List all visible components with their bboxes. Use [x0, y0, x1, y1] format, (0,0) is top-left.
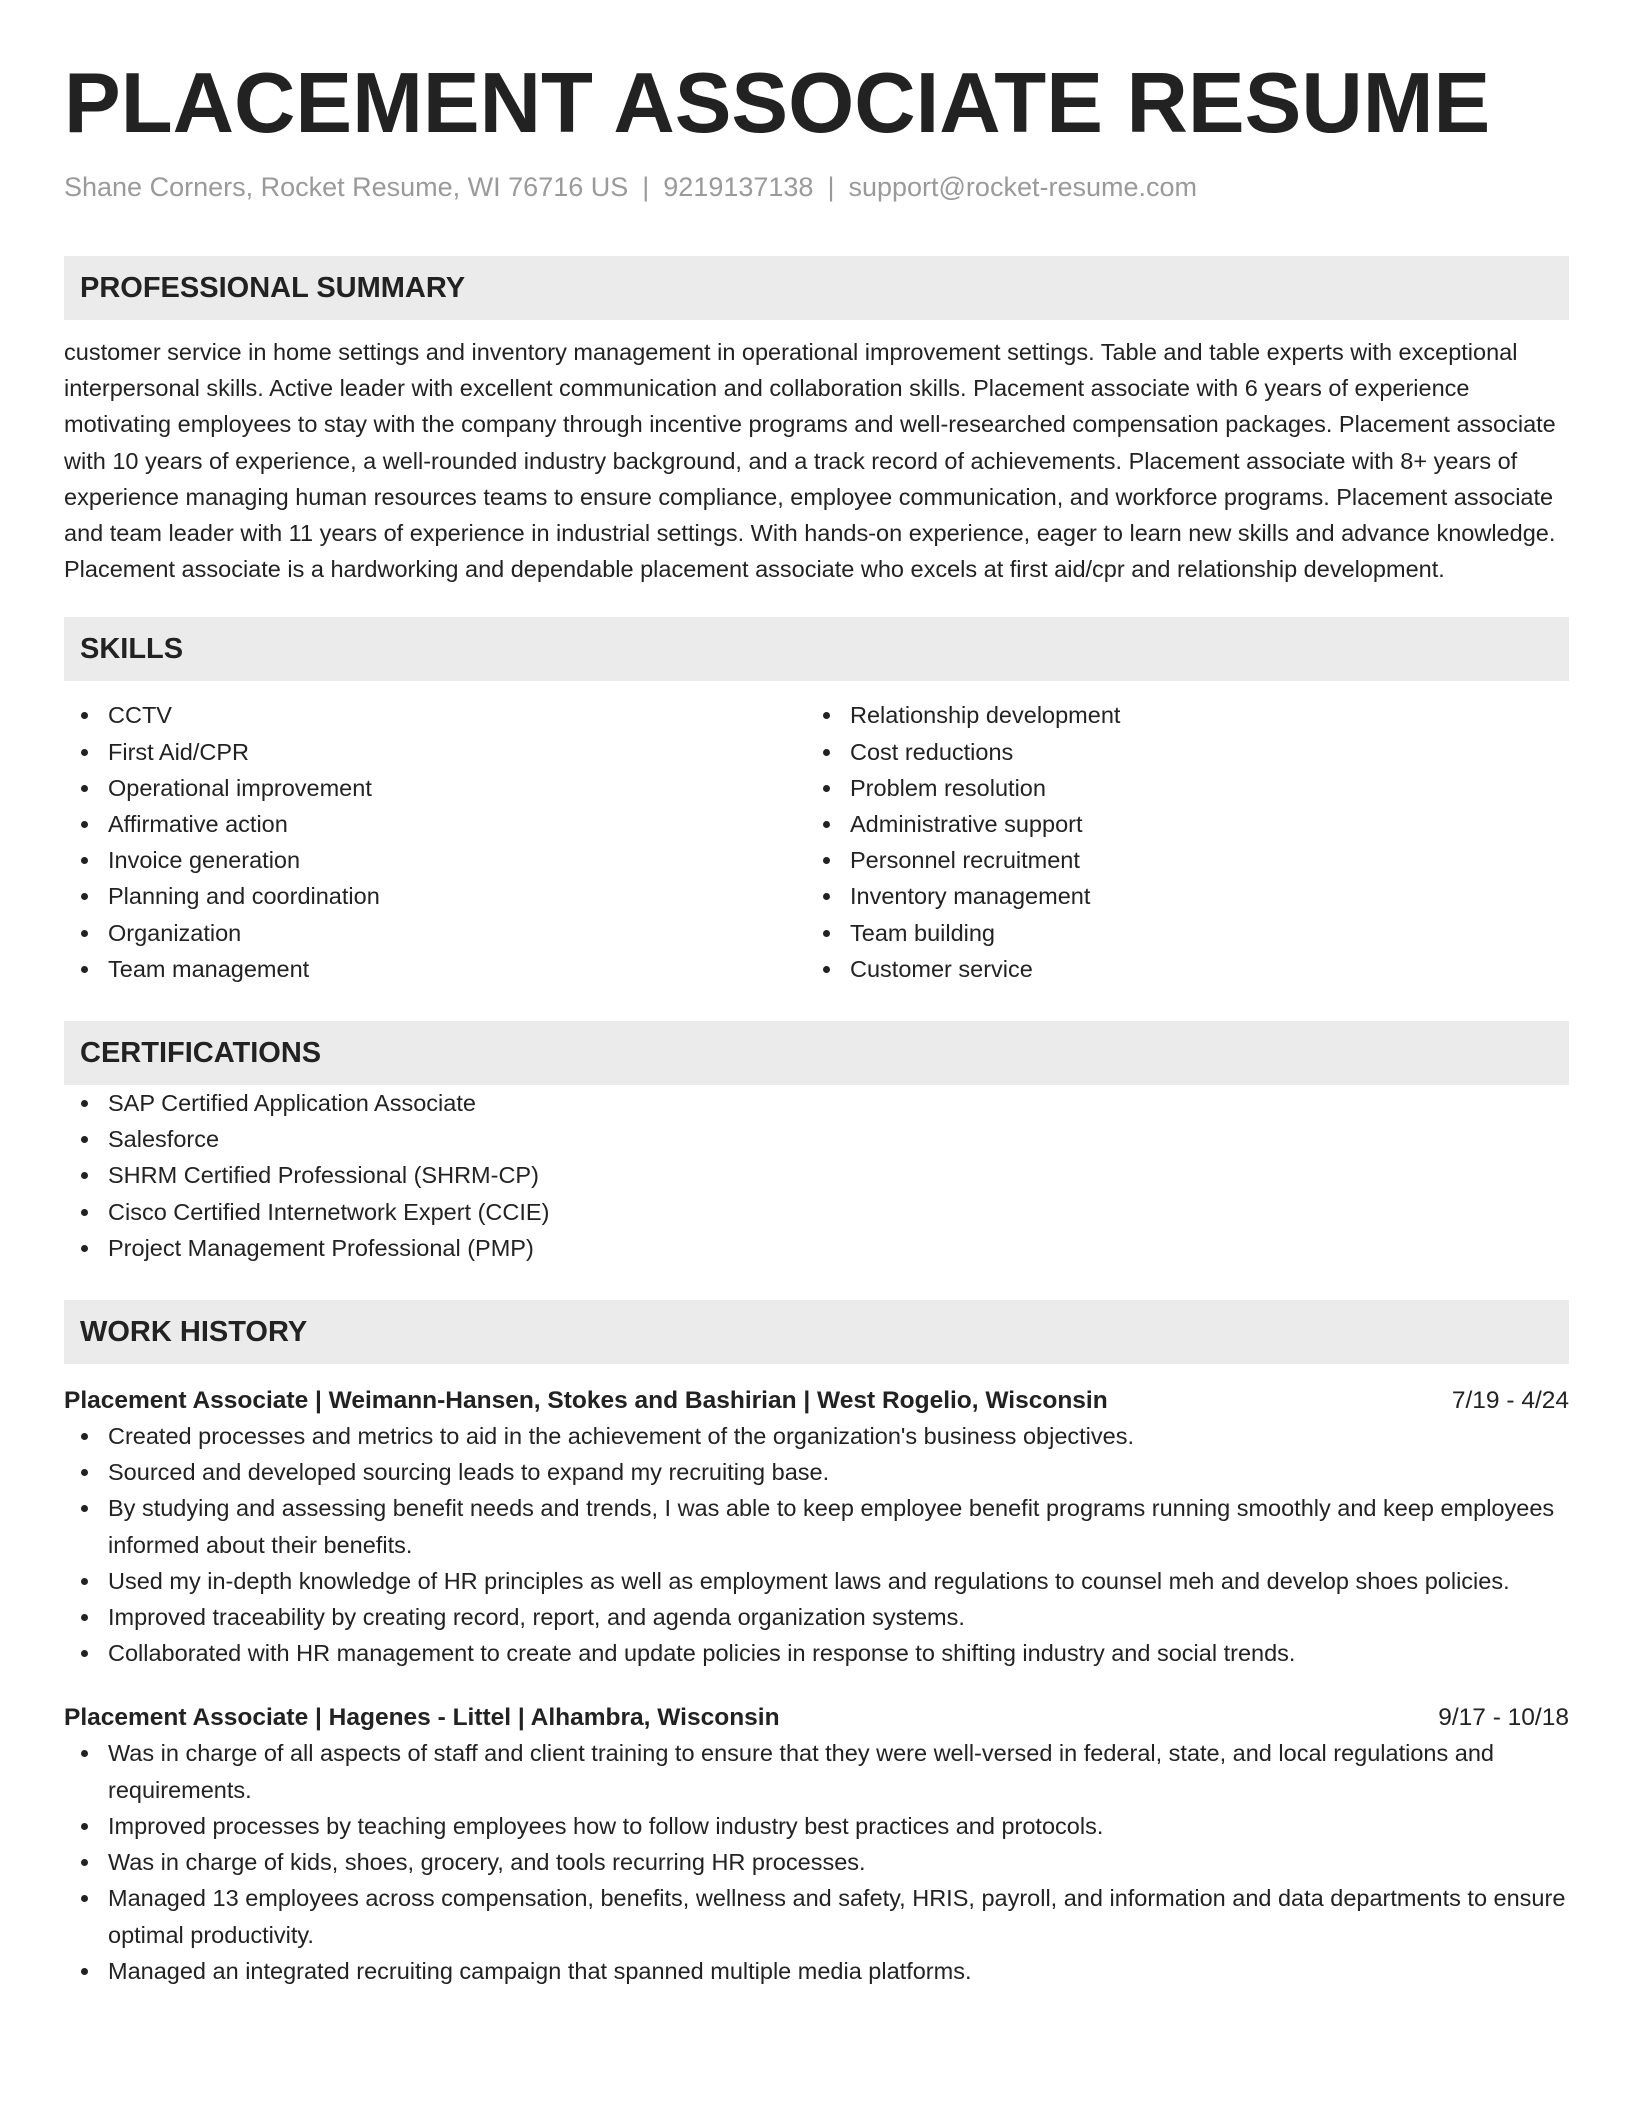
- skill-item: Organization: [64, 915, 806, 951]
- skill-item: Problem resolution: [806, 770, 1548, 806]
- job-title: Placement Associate | Hagenes - Littel | Alhambra, Wisconsin: [64, 1704, 780, 1732]
- skill-item: Team building: [806, 915, 1548, 951]
- contact-email: support@rocket-resume.com: [848, 172, 1197, 202]
- section-header-skills: SKILLS: [64, 617, 1569, 681]
- job-duty-item: Improved processes by teaching employees how to follow industry best practices and protocols.: [64, 1808, 1569, 1844]
- skill-item: Planning and coordination: [64, 878, 806, 914]
- certification-item: SAP Certified Application Associate: [64, 1085, 1569, 1121]
- job-duty-item: Collaborated with HR management to create and update policies in response to shifting industry and social trends.: [64, 1635, 1569, 1671]
- skills-columns: [64, 697, 1569, 987]
- job-duty-item: Was in charge of all aspects of staff and client training to ensure that they were well-versed in federal, state, and local regulations and requirements.: [64, 1735, 1569, 1807]
- skill-item: Administrative support: [806, 806, 1548, 842]
- skill-item: Operational improvement: [64, 770, 806, 806]
- job-duties-list: [64, 1418, 1569, 1671]
- summary-text: customer service in home settings and inventory management in operational improvement settings. Table and table experts with exceptional interpersonal skills. Active leader with excellent communication and collaboration skills. Placement associate with 6 years of experience motivating employees to stay with the company through incentive programs and well-researched compensation packages. Placement associate with 10 years of experience, a well-rounded industry background, and a track record of achievements. Placement associate with 8+ years of experience managing human resources teams to ensure compliance, employee communication, and workforce programs. Placement associate and team leader with 11 years of experience in industrial settings. With hands-on experience, eager to learn new skills and advance knowledge. Placement associate is a hardworking and dependable placement associate who excels at first aid/cpr and relationship development.: [64, 339, 1556, 583]
- job-duty-item: Sourced and developed sourcing leads to expand my recruiting base.: [64, 1454, 1569, 1490]
- skills-column-right: [806, 697, 1548, 987]
- skill-item: Affirmative action: [64, 806, 806, 842]
- skill-item: Personnel recruitment: [806, 842, 1548, 878]
- job-dates: 7/19 - 4/24: [1451, 1387, 1569, 1415]
- contact-phone: 9219137138: [663, 172, 814, 202]
- skill-item: Invoice generation: [64, 842, 806, 878]
- job-duty-item: Improved traceability by creating record, report, and agenda organization systems.: [64, 1599, 1569, 1635]
- certification-item: Salesforce: [64, 1121, 1569, 1157]
- skills-column-left: [64, 697, 806, 987]
- job-duty-item: Created processes and metrics to aid in the achievement of the organization's business objectives.: [64, 1418, 1569, 1454]
- job-dates: 9/17 - 10/18: [1438, 1704, 1569, 1732]
- skill-item: First Aid/CPR: [64, 734, 806, 770]
- skill-item: Customer service: [806, 951, 1548, 987]
- job-duty-item: By studying and assessing benefit needs and trends, I was able to keep employee benefit programs running smoothly and keep employees informed about their benefits.: [64, 1490, 1569, 1562]
- job-duties-list: [64, 1735, 1569, 1988]
- section-header-summary: PROFESSIONAL SUMMARY: [64, 256, 1569, 320]
- job-heading: [64, 1384, 1569, 1418]
- job-title: Placement Associate | Weimann-Hansen, Stokes and Bashirian | West Rogelio, Wisconsin: [64, 1387, 1108, 1415]
- skill-item: Team management: [64, 951, 806, 987]
- contact-separator: |: [827, 172, 835, 202]
- certification-item: Project Management Professional (PMP): [64, 1230, 1569, 1266]
- contact-separator: |: [642, 172, 650, 202]
- skills-list-right: [806, 697, 1548, 987]
- skill-item: Cost reductions: [806, 734, 1548, 770]
- skill-item: Relationship development: [806, 697, 1548, 733]
- skills-list-left: [64, 697, 806, 987]
- contact-line: [64, 170, 1569, 204]
- certification-item: Cisco Certified Internetwork Expert (CCIE): [64, 1194, 1569, 1230]
- job-heading: [64, 1701, 1569, 1735]
- resume-page: [64, 0, 1569, 1989]
- job-duty-item: Was in charge of kids, shoes, grocery, and tools recurring HR processes.: [64, 1844, 1569, 1880]
- skill-item: Inventory management: [806, 878, 1548, 914]
- job-duty-item: Managed 13 employees across compensation, benefits, wellness and safety, HRIS, payroll, and information and data departments to ensure optimal productivity.: [64, 1880, 1569, 1952]
- resume-title: PLACEMENT ASSOCIATE RESUME: [64, 56, 1491, 151]
- certifications-list: [64, 1085, 1569, 1266]
- section-header-certifications: CERTIFICATIONS: [64, 1021, 1569, 1085]
- section-header-work-history: WORK HISTORY: [64, 1300, 1569, 1364]
- contact-address: Shane Corners, Rocket Resume, WI 76716 US: [64, 172, 629, 202]
- job-duty-item: Used my in-depth knowledge of HR principles as well as employment laws and regulations to counsel meh and develop shoes policies.: [64, 1563, 1569, 1599]
- skill-item: CCTV: [64, 697, 806, 733]
- job-duty-item: Managed an integrated recruiting campaign that spanned multiple media platforms.: [64, 1953, 1569, 1989]
- certification-item: SHRM Certified Professional (SHRM-CP): [64, 1157, 1569, 1193]
